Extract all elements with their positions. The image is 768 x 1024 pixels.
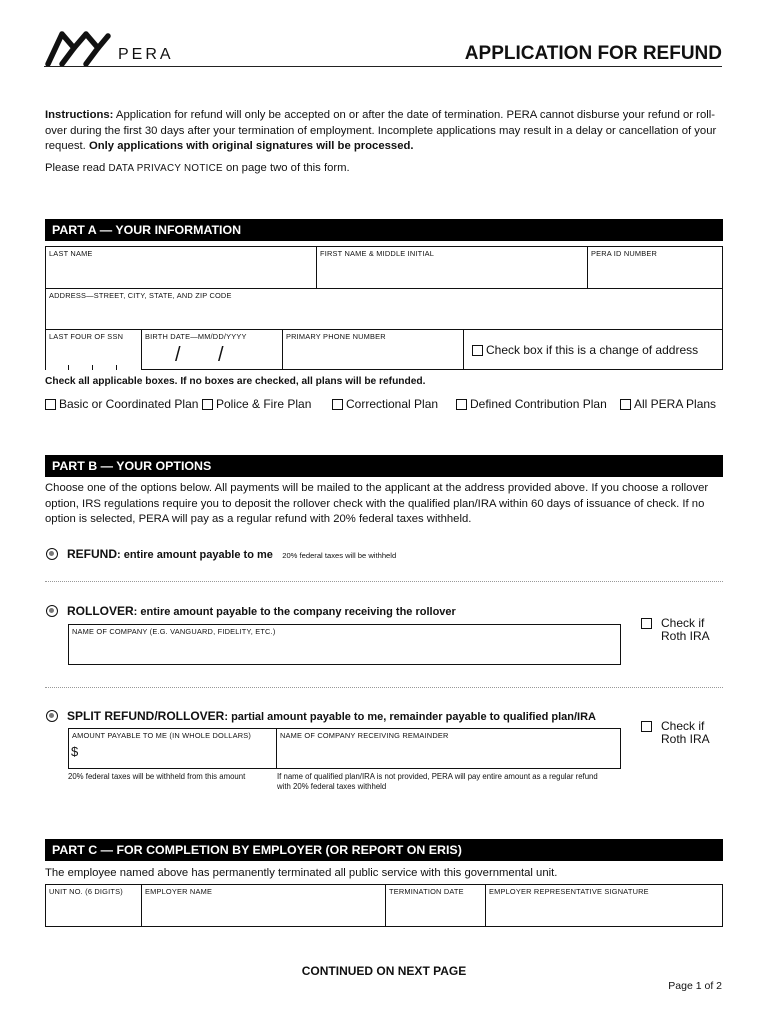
roth-label: Check if xyxy=(661,719,705,733)
roth-checkbox[interactable] xyxy=(641,721,652,732)
refund-option xyxy=(67,547,396,561)
plan-option-basic[interactable] xyxy=(45,397,198,411)
employer-name-field[interactable] xyxy=(141,884,386,927)
change-address-label: Check box if this is a change of address xyxy=(486,343,699,357)
unit-no-label: UNIT NO. (6 DIGITS) xyxy=(49,887,123,896)
ssn-field[interactable] xyxy=(45,329,142,370)
plan-option-all[interactable] xyxy=(620,397,716,411)
plan-checkbox[interactable] xyxy=(202,399,213,410)
signature-label: EMPLOYER REPRESENTATIVE SIGNATURE xyxy=(489,887,649,896)
ssn-label: LAST FOUR OF SSN xyxy=(49,332,124,341)
remainder-note: If name of qualified plan/IRA is not provided, PERA will pay entire amount as a regular refund with 20% federal taxes withheld xyxy=(277,772,598,791)
divider xyxy=(45,581,723,582)
remainder-company-field[interactable] xyxy=(276,728,621,769)
split-radio[interactable] xyxy=(46,710,58,722)
split-roth-option[interactable] xyxy=(661,720,710,746)
termination-date-label: TERMINATION DATE xyxy=(389,887,464,896)
birth-date-label: BIRTH DATE—MM/DD/YYYY xyxy=(145,332,247,341)
part-b-intro: Choose one of the options below. All payments will be mailed to the applicant at the address provided above. If you choose a rollover option, IRS regulations require you to deposit the rollover check with the qualified plan/IRA within 60 days of issuance of check. If no option is selected, PERA will pay as a regular refund with 20% federal taxes withheld. xyxy=(45,482,709,525)
refund-title: REFUND xyxy=(67,547,117,561)
roth-label: Roth IRA xyxy=(661,732,710,746)
change-address-checkbox[interactable] xyxy=(472,345,483,356)
part-c-heading: PART C — FOR COMPLETION BY EMPLOYER (OR REPORT ON ERIS) xyxy=(45,839,723,861)
plan-label: Basic or Coordinated Plan xyxy=(59,397,199,411)
roth-label: Roth IRA xyxy=(661,629,710,643)
rollover-roth-option[interactable] xyxy=(661,617,710,643)
roth-label: Check if xyxy=(661,616,705,630)
plan-label: Defined Contribution Plan xyxy=(470,397,607,411)
split-desc: : partial amount payable to me, remainder payable to qualified plan/IRA xyxy=(224,711,596,723)
plan-checkbox[interactable] xyxy=(332,399,343,410)
plan-checkbox[interactable] xyxy=(620,399,631,410)
change-address-cell xyxy=(463,329,723,370)
amount-field[interactable] xyxy=(68,728,277,769)
roth-checkbox[interactable] xyxy=(641,618,652,629)
plan-checkbox[interactable] xyxy=(456,399,467,410)
instructions-bold: Only applications with original signatures will be processed. xyxy=(88,140,414,152)
last-name-field[interactable] xyxy=(45,246,317,289)
signature-field[interactable] xyxy=(485,884,723,927)
rollover-option xyxy=(67,604,456,618)
divider xyxy=(45,687,723,688)
dollar-sign: $ xyxy=(71,744,79,759)
plan-checkbox[interactable] xyxy=(45,399,56,410)
amount-note: 20% federal taxes will be withheld from this amount xyxy=(68,772,246,781)
part-b-heading: PART B — YOUR OPTIONS xyxy=(45,455,723,477)
rollover-radio[interactable] xyxy=(46,605,58,617)
termination-date-field[interactable] xyxy=(385,884,486,927)
rollover-company-label: NAME OF COMPANY (E.G. VANGUARD, FIDELITY, ETC.) xyxy=(72,627,276,636)
rollover-title: ROLLOVER xyxy=(67,604,134,618)
brand-name: PERA xyxy=(118,46,174,63)
header-rule xyxy=(44,66,722,67)
split-option xyxy=(67,709,596,723)
plans-note: Check all applicable boxes. If no boxes are checked, all plans will be refunded. xyxy=(45,376,426,387)
privacy-pre: Please read xyxy=(45,162,109,174)
rollover-company-field[interactable] xyxy=(68,624,621,665)
date-separator: / xyxy=(218,344,224,366)
first-name-label: FIRST NAME & MIDDLE INITIAL xyxy=(320,249,435,258)
last-name-label: LAST NAME xyxy=(49,249,93,258)
plan-label: Police & Fire Plan xyxy=(216,397,312,411)
split-title: SPLIT REFUND/ROLLOVER xyxy=(67,709,225,723)
plan-label: All PERA Plans xyxy=(634,397,717,411)
unit-no-field[interactable] xyxy=(45,884,142,927)
part-a-heading: PART A — YOUR INFORMATION xyxy=(45,219,723,241)
refund-note: 20% federal taxes will be withheld xyxy=(282,551,397,560)
change-address-option[interactable] xyxy=(472,343,698,357)
first-name-field[interactable] xyxy=(316,246,588,289)
privacy-notice-link[interactable]: DATA PRIVACY NOTICE xyxy=(108,163,223,174)
instructions-label: Instructions: xyxy=(45,109,114,121)
pera-logo-icon xyxy=(44,28,112,68)
instructions xyxy=(45,108,723,155)
remainder-label: NAME OF COMPANY RECEIVING REMAINDER xyxy=(280,731,449,740)
date-separator: / xyxy=(175,344,181,366)
refund-radio[interactable] xyxy=(46,548,58,560)
plan-label: Correctional Plan xyxy=(346,397,439,411)
refund-desc: : entire amount payable to me xyxy=(117,549,273,561)
part-c-intro: The employee named above has permanently terminated all public service with this governmental unit. xyxy=(45,867,558,879)
address-label: ADDRESS—STREET, CITY, STATE, AND ZIP CODE xyxy=(49,291,232,300)
amount-label: AMOUNT PAYABLE TO ME (IN WHOLE DOLLARS) xyxy=(72,731,252,740)
address-field[interactable] xyxy=(45,288,723,330)
birth-date-field[interactable] xyxy=(141,329,283,370)
pera-id-field[interactable] xyxy=(587,246,723,289)
phone-field[interactable] xyxy=(282,329,464,370)
plan-option-correctional[interactable] xyxy=(332,397,438,411)
continued-note: CONTINUED ON NEXT PAGE xyxy=(301,964,467,978)
plan-option-police-fire[interactable] xyxy=(202,397,311,411)
phone-label: PRIMARY PHONE NUMBER xyxy=(286,332,386,341)
instructions-text: Application for refund will only be accepted on or after the date of termination. PERA cannot disburse your refund or roll-over during the first 30 days after your termination of employment. Incomplete applications may result in a delay or cancellation of your request. xyxy=(45,109,717,152)
employer-name-label: EMPLOYER NAME xyxy=(145,887,213,896)
pera-id-label: PERA ID NUMBER xyxy=(591,249,658,258)
form-title: APPLICATION FOR REFUND xyxy=(464,43,722,64)
privacy-post: on page two of this form. xyxy=(222,162,350,174)
plan-option-defined-contribution[interactable] xyxy=(456,397,607,411)
page-number: Page 1 of 2 xyxy=(668,980,722,992)
privacy-line xyxy=(45,161,723,177)
rollover-desc: : entire amount payable to the company receiving the rollover xyxy=(133,606,456,618)
